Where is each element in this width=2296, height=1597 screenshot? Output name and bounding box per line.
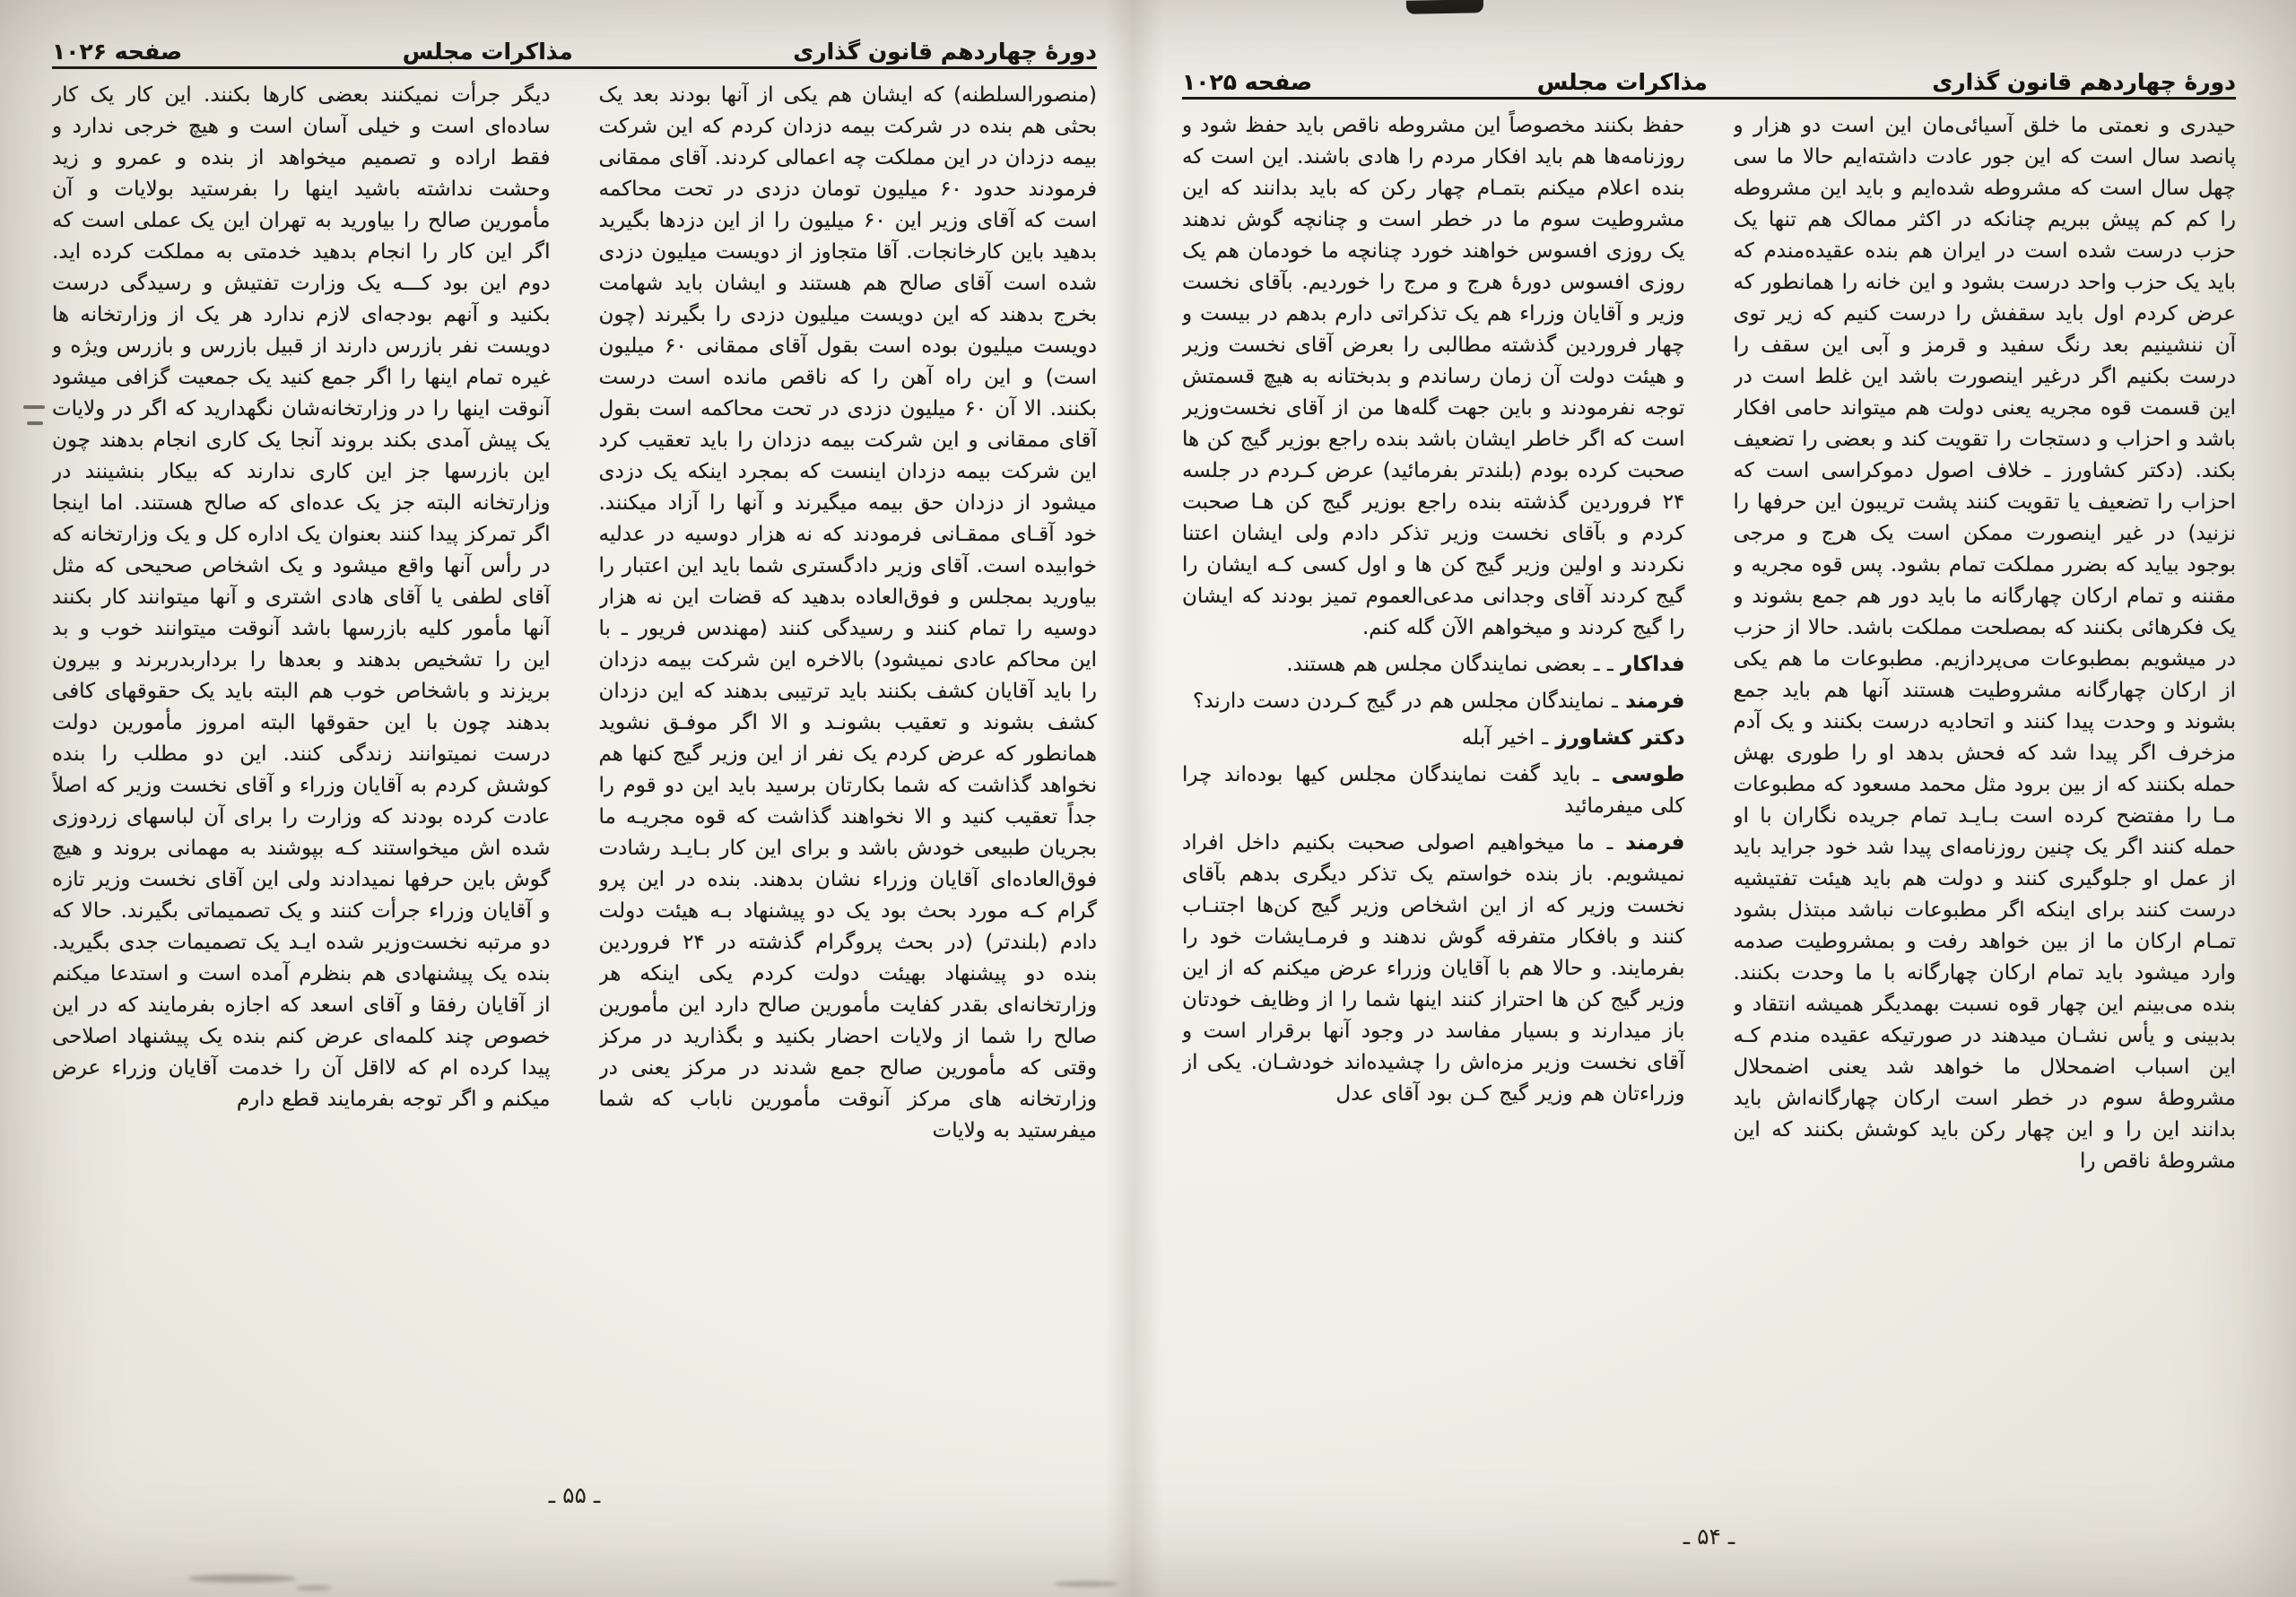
page-header <box>1182 57 2236 95</box>
page-columns <box>1182 110 2236 1509</box>
page-fold-shadow <box>1105 0 1162 1597</box>
paragraph <box>1182 649 1685 681</box>
text-column-right <box>1734 110 2237 1509</box>
page-header <box>52 27 1097 65</box>
text-column-left <box>1182 110 1685 1509</box>
speaker-name: فرمند <box>1625 831 1685 855</box>
page-1026 <box>52 27 1097 1508</box>
speaker-name: فداکار <box>1621 653 1685 676</box>
header-divider <box>1182 97 2236 100</box>
paragraph-text: دیگر جرأت نمیکنند بعضی کارها بکنند. این کار یک کار ساده‌ای است و خیلی آسان است و هیچ خرجی ندارد و فقط اراده و تصمیم میخواهد از بنده و عمرو و زید وحشت نداشته باشید اینها را بفرستید بولایات و آن مأمورین صالح را بیاورید به تهران این یک عملی است که اگر این کار را انجام بدهید خدمتی به مملکت کرده اید. دوم این بود کـــه یک وزارت تفتیش و رسیدگی درست بکنید و آنهم بودجه‌ای لازم ندارد هر یک از وزارتخانه ها دویست نفر بازرس دارند از قبیل بازرس و بازرس ویژه و غیره تمام اینها را اگر جمع کنید یک جمعیت گزافی میشود آنوقت اینها را در وزارتخانه‌شان نگهدارید که اگر در ولایات یک پیش آمدی بکند بروند آنجا یک کاری انجام بدهند چون این بازرسها جز این کاری ندارند که بیکار بنشینند در وزارتخانه البته جز یک عده‌ای که صالح هستند. اما اینجا اگر تمرکز پیدا کنند بعنوان یک اداره کل و یک وزارتخانه که در رأس آنها واقع میشود و یک اشخاص صحیحی که مثل آقای لطفی یا آقای هادی اشتری و آنها میتوانند کار بکنند آنها مأمور کلیه بازرسها باشد آنوقت میتوانند خوب و بد این را تشخیص بدهند و بعدها را برداربدربرند و بیرون بریزند و باشخاص خوب هم البته باید یک حقوقهای کافی بدهند چون با این حقوقها البته امروز مأمورین دولت درست نمیتوانند زندگی کنند. این دو مطلب را بنده کوشش کردم به آقایان وزراء و آقای نخست وزیر که اصلاً عادت کرده بودند که وزارت را برای آن لباسهای زردوزی شده اش میخواستند کـه بپوشند به مهمانی بروند و هیچ گوش باین حرفها نمیدادند ولی این آقای نخست وزیر تازه و آقایان وزراء جرأت کنند و یک تصمیماتی بگیرند. حالا که دو مرتبه نخست‌وزیر شده ایـد یک تصمیمات جدی بگیرید. بنده یک پیشنهادی هم بنظرم آمده است و استدعا میکنم از آقایان رفقا و آقای اسعد که اجازه بفرمایند که در این خصوص چند کلمه‌ای عرض کنم بنده یک پیشنهاد اصلاحی پیدا کرده ام که لااقل آن را خدمت آقایان وزراء عرض میکنم و اگر توجه بفرمایند قطع دارم <box>52 83 551 1111</box>
header-edition: دورهٔ چهاردهم قانون گذاری <box>793 39 1097 65</box>
footer-page-number: ـ ۵۴ ـ <box>1683 1523 1735 1549</box>
scan-artifact-smudge <box>188 1575 296 1583</box>
speaker-name: دکتر کشاورز <box>1555 726 1685 750</box>
paragraph <box>52 80 551 1115</box>
paragraph <box>599 80 1098 1147</box>
header-divider <box>52 66 1097 69</box>
scan-artifact-margin-dash <box>23 405 45 409</box>
page-columns <box>52 80 1097 1468</box>
paragraph-text: ـ ـ بعضی نمایندگان مجلس هم هستند. <box>1286 653 1622 676</box>
paragraph-text: حفظ بکنند مخصوصاً این مشروطه ناقص باید حفظ شود و روزنامه‌ها هم باید افکار مردم را هادی باشند. این است که بنده اعلام میکنم بتمـام چهار رکن که باید بدانند که این مشروطیت سوم ما در خطر است و چنانچه گوش ندهند یک روزی افسوس خواهند خورد چنانچه ما خودمان هم یک روزی افسوس دورهٔ هرج و مرج را خوردیم. بآقای نخست وزیر و آقایان وزراء هم یک تذکراتی دارم بدهم در بیست و چهار فروردین گذشته مطالبی را بعرض آقای نخست وزیر و هیئت دولت آن زمان رساندم و بدبختانه به هیچ قسمتش توجه نفرمودند و باین جهت گله‌ها من از آقای نخست‌وزیر است که اگر خاطر ایشان باشد بنده راجع بوزیر گیج کن ها صحبت کرده بودم (بلندتر بفرمائید) عرض کـردم در جلسه ۲۴ فروردین گذشته بنده راجع بوزیر گیج کن هـا صحبت کردم و بآقای نخست وزیر تذکر دادم ولی ایشان اعتنا نکردند و اولین وزیر گیج کن ها و اول کسی کـه ایشان را گیج کردند آقای وجدانی مدعی‌العموم تمیز بودند که ایشان را گیج کردند و میخواهم الآن گله کنم. <box>1182 114 1685 639</box>
header-page-label: صفحه ۱۰۲۵ <box>1182 69 1313 95</box>
header-title: مذاکرات مجلس <box>402 39 573 65</box>
text-column-left <box>52 80 551 1468</box>
text-column-right <box>599 80 1098 1468</box>
paragraph-text: (منصورالسلطنه) که ایشان هم یکی از آنها بودند بعد یک بحثی هم بنده در شرکت بیمه دزدان کردم که این شرکت بیمه دزدان در این مملکت چه اعمالی کردند. آقای ممقانی فرمودند حدود ۶۰ میلیون تومان دزدی در تحت محاکمه است که آقای وزیر این ۶۰ میلیون را از این دزدها بگیرید بدهید باین کارخانجات. آقا متجاوز از دویست میلیون دزدی شده است آقای صالح هم هستند و ایشان باید شهامت بخرج بدهند که این دویست میلیون دزدی را بگیرند (چون دویست میلیون بوده است بقول آقای ممقانی ۶۰ میلیون است) و این راه آهن را که ناقص مانده است درست بکنند. الا آن ۶۰ میلیون دزدی در تحت محاکمه است بقول آقای ممقانی و این شرکت بیمه دزدان را باید تعقیب کرد این شرکت بیمه دزدان اینست که بمجرد اینکه یک دزدی میشود از دزدان حق بیمه میگیرند و آنها را آزاد میکنند. خود آقـای ممقـانی فرمودند که نه هزار دوسیه در عدلیه خوابیده است. آقای وزیر دادگستری شما باید این اعتبار را بیاورید بمجلس و فوق‌العاده بدهید که قضات این نه هزار دوسیه را تمام کنند و رسیدگی کنند (مهندس فریور ـ با این محاکم عادی نمیشود) بالاخره این شرکت بیمه دزدان را باید آقایان کشف بکنند باید ترتیبی بدهند که این دزدان کشف بشوند و تعقیب بشونـد و الا اگر موفـق نشوید همانطور که عرض کردم یک نفر از این وزیر گیج کنها هم نخواهد گذاشت که شما بکارتان برسید باید این دو قوم را جداً تعقیب کنید و الا نخواهند گذاشت که قوه مجریـه ما بجریان طبیعی خودش باشد و برای این کار بـایـد رشادت فوق‌العاده‌ای آقایان وزراء نشان بدهند. بنده در این پرو گرام کـه مورد بحث بود یک دو پیشنهاد بـه هیئت دولت دادم (بلندتر) (در بحث پروگرام گذشته در ۲۴ فروردین بنده دو پیشنهاد بهیئت دولت کردم یکی اینکه هر وزارتخانه‌ای بقدر کفایت مأمورین صالح دارد این مأمورین صالح را شما از ولایات احضار بکنید و بگذارید در مرکز وقتی که مأمورین صالح جمع شدند در مرکز یعنی در وزارتخانه های مرکز آنوقت مأمورین ناباب که شما میفرستید به ولایات <box>598 83 1097 1142</box>
paragraph <box>1182 686 1685 717</box>
scan-artifact-smudge <box>296 1585 332 1591</box>
paragraph-text: ـ باید گفت نمایندگان مجلس کیها بوده‌اند چرا کلی میفرمائید <box>1182 763 1685 818</box>
paragraph-text: ـ ما میخواهیم اصولی صحبت بکنیم داخل افراد نمیشویم. باز بنده خواستم یک تذکر دیگری بدهم بآقای نخست وزیر که از این اشخاص وزیر گیج کن‌ها اجتنـاب کنند و بافکار متفرقه گوش ندهند و فرمـایشات خود را بفرمایند. و حالا هم با آقایان وزراء عرض میکنم که از این وزیر گیج کن ها احتراز کنند اینها شما را از وظایف خودتان باز میدارند و بسیار مفاسد در وجود آنها برقرار است و آقای نخست وزیر مزه‌اش را چشیده‌اند خودشـان. یکی از وزراء‌تان هم وزیر گیج کـن بود آقای عدل <box>1182 831 1685 1106</box>
paragraph-text: ـ اخیر آبله <box>1461 726 1556 750</box>
page-1025 <box>1182 57 2236 1549</box>
scan-artifact-top <box>1406 0 1483 14</box>
paragraph <box>1182 759 1685 822</box>
paragraph <box>1182 723 1685 754</box>
speaker-name: فرمند <box>1625 690 1685 713</box>
header-page-label: صفحه ۱۰۲۶ <box>52 39 183 65</box>
paragraph <box>1734 110 2237 1177</box>
paragraph-text: حیدری و نعمتی ما خلق آسیائی‌مان این است دو هزار و پانصد سال است که این جور عادت داشته‌ایم حالا ما سی چهل سال است که مشروطه شده‌ایم و باید این مشروطه را کم کم پیش ببریم چنانکه در اکثر ممالک هم تنها یک حزب درست شده است در ایران هم بنده عقیده‌مندم که باید یک حزب واحد درست بشود و این خانه را همانطور که عرض کردم اول باید سقفش را درست کنیم که زیر توی آن ننشینیم بعد رنگ سفید و قرمز و آبی این سقف را درست بکنیم اگر درغیر اینصورت باشد این غلط است در این قسمت قوه مجریه یعنی دولت هم میتواند حامی افکار باشد و احزاب و دستجات را تقویت کند و بعضی را تضعیف بکند. (دکتر کشاورز ـ خلاف اصول دموکراسی است که احزاب را تضعیف یا تقویت کنند پشت تریبون این حرفها را نزنید) در غیر اینصورت ممکن است یک هرج و مرجی بوجود بیاید که بضرر مملکت تمام بشود. پس قوه مجریه و مقننه و تمام ارکان چهارگانه ما باید دور هم جمع بشوند و یک فکرهائی بکنند که بمصلحت مملکت باشد. حالا از حزب در میشویم بمطبوعات می‌پردازیم. مطبوعات ما هم یکی از ارکان چهارگانه مشروطیت هستند آنها هم باید جمع بشوند و وحدت پیدا کنند و اتحادیه درست بکنند و یک آدم مزخرف اگر پیدا شد که فحش بدهد او را طوری بهش حمله بکنند که از بین برود مثل محمد مسعود که مطبوعات مـا را مفتضح کرده است بـایـد تمام جریده نگاران با او حمله کنند اگر یک چنین روزنامه‌ای پیدا شد خود جراید باید از عمل او جلوگیری کنند و دولت هم باید هیئت تفتیشیه درست کنند برای اینکه اگر مطبوعات نباشد مبتذل بشود تمـام ارکان ما از بین خواهد رفت و بمشروطیت صدمه وارد میشود باید تمام ارکان چهارگانه با ما وحدت بکنند. بنده می‌بینم این چهار قوه نسبت بهمدیگر همیشه انتقاد و بدبینی و یأس نشـان میدهند در صورتیکه عقیده مندم کـه این اسباب اضمحلال ما خواهد شد یعنی اضمحلال مشروطهٔ سوم در خطر است ارکان چهارگانه‌اش باید بدانند این را و این چهار رکن باید کوشش بکنند که این مشروطهٔ ناقص را <box>1733 114 2236 1173</box>
paragraph <box>1182 828 1685 1110</box>
paragraph <box>1182 110 1685 644</box>
footer-page-number: ـ ۵۵ ـ <box>548 1482 601 1508</box>
scan-artifact-smudge <box>1054 1581 1118 1587</box>
header-title: مذاکرات مجلس <box>1536 69 1708 95</box>
speaker-name: طوسی <box>1611 763 1685 786</box>
header-edition: دورهٔ چهاردهم قانون گذاری <box>1932 69 2236 95</box>
scan-artifact-margin-dash <box>27 421 43 425</box>
paragraph-text: ـ نمایندگان مجلس هم در گیج کـردن دست دارند؟ <box>1193 690 1626 713</box>
